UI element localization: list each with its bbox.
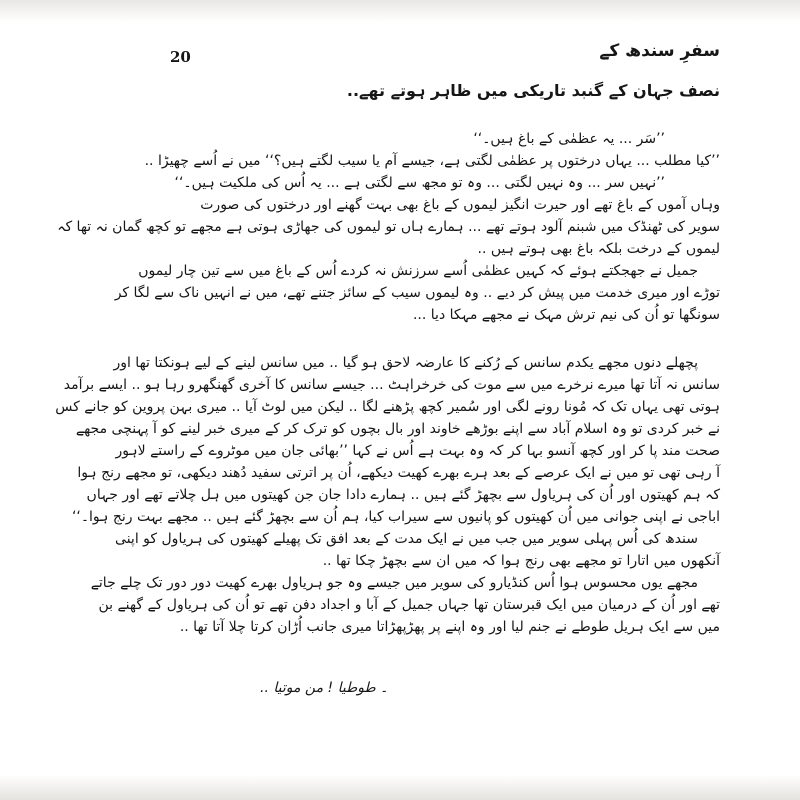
text-line: وہاں آموں کے باغ تھے اور حیرت انگیز لیموں کے باغ بھی بہت گھنے اور درختوں کی صورت	[200, 197, 720, 213]
running-head: سفرِ سندھ کے	[599, 41, 720, 61]
text-line: ’’سَر ... یہ عظمٰی کے باغ ہیں۔‘‘	[473, 131, 665, 147]
text-line: لیموں کے درخت بلکہ باغ بھی ہوتے ہیں ..	[477, 241, 720, 257]
text-line: میں سے ایک ہریل طوطے نے جنم لیا اور وہ اپنے پر پھڑپھڑاتا میری جانب اُڑان کرتا چلا آتا تھا ..	[179, 619, 720, 635]
closing-line: ۔ طوطیا ! من موتیا ..	[260, 680, 389, 696]
text-line: سویر کی ٹھنڈک میں شبنم آلود ہوتے تھے ... ہمارے ہاں تو لیموں کی جھاڑی ہوتی ہے مجھے تو کچھ گمان نہ تھا کہ	[57, 219, 720, 235]
text-line: اباجی نے اپنی جوانی میں اُن کھیتوں کو پانیوں سے سیراب کیا، ہم اُن سے بچھڑ گئے ہیں .. مجھے بہت رنج ہوا۔‘‘	[71, 509, 720, 525]
text-line: سانس نہ آتا تھا میرے نرخرے میں سے موت کی خرخراہٹ ... جیسے سانس کا آخری گھنگھرو رہا ہو .. ایسے برآمد	[63, 377, 720, 393]
text-line: توڑے اور میری خدمت میں پیش کر دیے .. وہ لیموں سیب کے سائز جتنے تھے، میں نے انہیں ناک سے لگا کر	[114, 285, 720, 301]
scan-shadow-top	[0, 0, 800, 22]
text-line: ’’کیا مطلب ... یہاں درختوں پر عظمٰی لگتی ہے، جیسے آم یا سیب لگتے ہیں؟‘‘ میں نے اُسے چھیڑا ..	[144, 153, 720, 169]
text-line: پچھلے دنوں مجھے یکدم سانس کے رُکنے کا عارضہ لاحق ہو گیا .. میں سانس لینے کے لیے ہونکتا تھا اور	[113, 355, 698, 371]
text-line: تھے اور اُن کے درمیان میں ایک قبرستان تھا جہاں جمیل کے آبا و اجداد دفن تھے تو اُن کی ہریاول کے گھنے بن	[98, 597, 720, 613]
text-line: نصف جہان کے گنبد تاریکی میں ظاہر ہوتے تھے..	[346, 81, 720, 100]
text-line: مجھے یوں محسوس ہوا اُس کنڈیارو کی سویر میں جیسے وہ جو ہریاول بھرے کھیت دور دور تک چلے جاتے	[90, 575, 698, 591]
scan-shadow-bottom	[0, 775, 800, 800]
text-line: ہوتی تھی یہاں تک کہ مُونا رونے لگی اور سُمیر کچھ پڑھنے لگا .. لیکن میں لوٹ آیا .. میری بہن پروین کو جانے کس	[55, 399, 720, 415]
text-line: نے خبر کردی تو وہ اسلام آباد سے اپنے بوڑھے خاوند اور بال بچوں کو ترک کر کے میری خبر لینے کو آ پہنچی مجھے	[75, 421, 720, 437]
text-line: کہ ہم کھیتوں اور اُن کی ہریاول سے بچھڑ گئے ہیں .. ہمارے دادا جان جن کھیتوں میں ہل چلاتے تھے اور جہاں	[86, 487, 720, 503]
text-line: آنکھوں میں اتارا تو مجھے بھی رنج ہوا کہ میں ان سے بچھڑ چکا تھا ..	[322, 553, 720, 569]
text-line: جمیل نے جھجکتے ہوئے کہ کہیں عظمٰی اُسے سرزنش نہ کردے اُس کے باغ میں سے تین چار لیموں	[138, 263, 698, 279]
text-line: سندھ کی اُس پہلی سویر میں جب میں نے ایک مدت کے بعد افق تک پھیلے کھیتوں کی ہریاول کو اپنی	[115, 531, 698, 547]
text-line: آ رہی تھی تو میں نے ایک عرصے کے بعد ہرے بھرے کھیت دیکھے، اُن پر اترتی سفید دُھند دیکھی، تو مجھے رنج ہوا	[77, 465, 720, 481]
text-line: ’’نہیں سر ... وہ نہیں لگتی ... وہ تو مجھ سے لگتی ہے ... یہ اُس کی ملکیت ہیں۔‘‘	[174, 175, 665, 191]
book-page	[55, 40, 720, 770]
page-number: 20	[170, 48, 191, 66]
text-line: صحت مند پا کر اور کچھ آنسو بہا کر کہ وہ بہت ہے اُس نے کہا ’’بھائی جان میں موٹروے کے راستے لاہور	[115, 443, 720, 459]
text-line: سونگھا تو اُن کی نیم ترش مہک نے مجھے مہکا دیا ...	[412, 307, 720, 323]
